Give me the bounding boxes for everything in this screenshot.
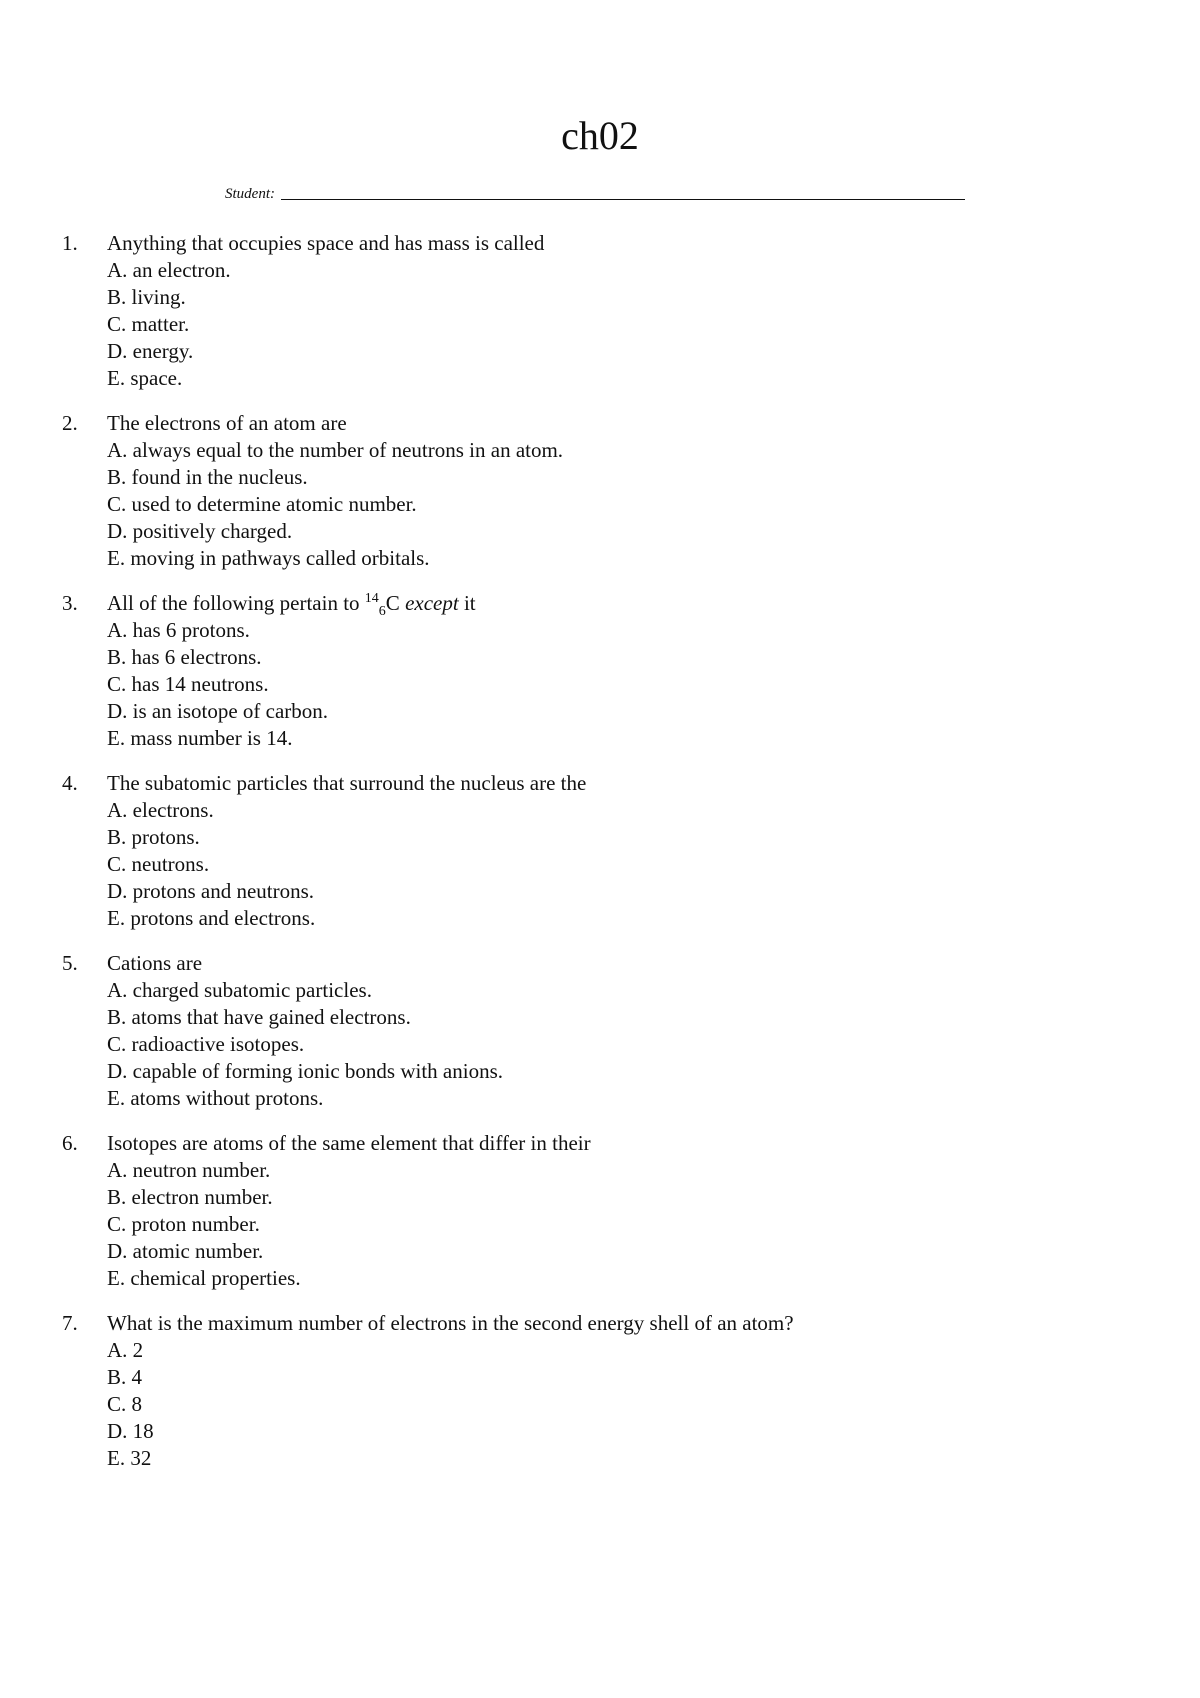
answer-option-c: C. proton number. xyxy=(107,1212,260,1236)
question-stem: Anything that occupies space and has mass is called xyxy=(107,231,545,255)
question-stem: What is the maximum number of electrons in the second energy shell of an atom? xyxy=(107,1311,794,1335)
student-label: Student: xyxy=(225,186,275,202)
question-number: 2. xyxy=(62,411,78,435)
answer-option-c: C. used to determine atomic number. xyxy=(107,492,417,516)
question-number: 1. xyxy=(62,231,78,255)
answer-option-a: A. charged subatomic particles. xyxy=(107,978,372,1002)
answer-option-a: A. has 6 protons. xyxy=(107,618,250,642)
answer-option-a: A. electrons. xyxy=(107,798,214,822)
answer-option-b: B. found in the nucleus. xyxy=(107,465,308,489)
answer-option-d: D. is an isotope of carbon. xyxy=(107,699,329,723)
question-5 xyxy=(62,950,1142,1112)
answer-option-e: E. space. xyxy=(107,366,183,390)
answer-option-d: D. energy. xyxy=(107,339,194,363)
answer-option-b: B. electron number. xyxy=(107,1185,273,1209)
answer-option-b: B. living. xyxy=(107,285,186,309)
question-number: 6. xyxy=(62,1131,78,1155)
answer-option-b: B. has 6 electrons. xyxy=(107,645,262,669)
answer-option-a: A. neutron number. xyxy=(107,1158,271,1182)
question-2 xyxy=(62,410,1142,572)
question-6 xyxy=(62,1130,1142,1292)
student-blank-line[interactable] xyxy=(281,199,965,200)
question-stem: The electrons of an atom are xyxy=(107,411,347,435)
answer-option-b: B. 4 xyxy=(107,1365,143,1389)
answer-option-e: E. chemical properties. xyxy=(107,1266,301,1290)
question-stem: The subatomic particles that surround the nucleus are the xyxy=(107,771,587,795)
answer-option-c: C. 8 xyxy=(107,1392,143,1416)
student-field xyxy=(225,186,965,203)
page-title: ch02 xyxy=(561,113,639,158)
question-number: 5. xyxy=(62,951,78,975)
question-number: 7. xyxy=(62,1311,78,1335)
answer-option-d: D. capable of forming ionic bonds with anions. xyxy=(107,1059,504,1083)
isotope-atomic-number: 6 xyxy=(378,604,386,619)
answer-option-b: B. protons. xyxy=(107,825,200,849)
answer-option-c: C. neutrons. xyxy=(107,852,210,876)
answer-option-d: D. 18 xyxy=(107,1419,154,1443)
answer-option-a: A. an electron. xyxy=(107,258,231,282)
answer-option-e: E. protons and electrons. xyxy=(107,906,316,930)
answer-option-a: A. always equal to the number of neutrons in an atom. xyxy=(107,438,564,462)
element-symbol: C xyxy=(385,591,406,615)
answer-option-c: C. radioactive isotopes. xyxy=(107,1032,305,1056)
question-stem: Isotopes are atoms of the same element that differ in their xyxy=(107,1131,591,1155)
answer-option-d: D. protons and neutrons. xyxy=(107,879,315,903)
answer-option-e: E. 32 xyxy=(107,1446,152,1470)
stem-text-after: it xyxy=(458,591,476,615)
question-number: 4. xyxy=(62,771,78,795)
question-3 xyxy=(62,590,1142,752)
question-list xyxy=(62,230,1142,1490)
stem-text-before: All of the following pertain to xyxy=(107,591,365,615)
question-4 xyxy=(62,770,1142,932)
answer-option-d: D. atomic number. xyxy=(107,1239,264,1263)
question-stem: Cations are xyxy=(107,951,203,975)
answer-option-d: D. positively charged. xyxy=(107,519,293,543)
answer-option-c: C. matter. xyxy=(107,312,190,336)
answer-option-b: B. atoms that have gained electrons. xyxy=(107,1005,411,1029)
answer-option-e: E. moving in pathways called orbitals. xyxy=(107,546,430,570)
answer-option-a: A. 2 xyxy=(107,1338,144,1362)
stem-emphasis: except xyxy=(405,591,459,615)
question-number: 3. xyxy=(62,591,78,615)
question-1 xyxy=(62,230,1142,392)
answer-option-e: E. mass number is 14. xyxy=(107,726,293,750)
question-stem xyxy=(107,590,1142,617)
isotope-mass-number: 14 xyxy=(364,591,379,606)
answer-option-e: E. atoms without protons. xyxy=(107,1086,324,1110)
question-7 xyxy=(62,1310,1142,1472)
answer-option-c: C. has 14 neutrons. xyxy=(107,672,269,696)
